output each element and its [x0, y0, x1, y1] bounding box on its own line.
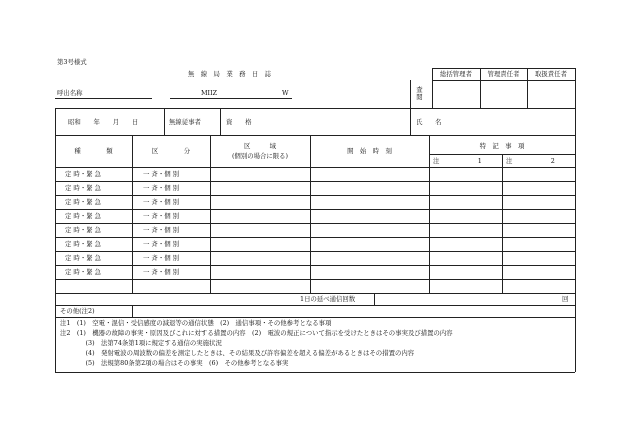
col-division: 区 分 — [151, 147, 191, 155]
footnote-3: (3) 法第74条第1項に規定する通信の実施状況 — [60, 339, 222, 347]
col-start-time: 開 始 時 刻 — [347, 147, 392, 155]
name-label: 氏 名 — [416, 118, 442, 126]
footnote-1: 注1 (1) 空電・混信・受信感度の減退等の通信状態 (2) 通信事項・その他参考となる事項 — [60, 319, 332, 327]
row-division: 一 斉・個 別 — [143, 226, 180, 234]
approver-header-1: 総括管理者 — [440, 70, 472, 78]
row-kind: 定 時・緊 急 — [65, 184, 102, 192]
call-sign-label: 呼出名称 — [57, 89, 83, 97]
other-label: その他(注2) — [60, 307, 95, 315]
footnote-4: (4) 発射電波の周波数の偏差を測定したときは、その結果及び許容偏差を超える偏差があるときはその措置の内容 — [60, 349, 415, 357]
approver-header-3: 取扱責任者 — [535, 70, 567, 78]
form-title: 無 線 局 業 務 日 誌 — [188, 70, 272, 78]
row-division: 一 斉・個 別 — [143, 170, 180, 178]
approver-header-2: 管理責任者 — [487, 70, 520, 78]
row-division: 一 斉・個 別 — [143, 184, 180, 192]
row-division: 一 斉・個 別 — [143, 240, 180, 248]
col-area-line2: (個別の場合に限る) — [231, 152, 289, 160]
col-note1: 注 1 — [433, 157, 482, 165]
date-label: 昭和 年 月 日 — [68, 118, 139, 126]
count-unit: 回 — [562, 295, 569, 303]
call-sign-value: MIIZ — [201, 89, 218, 97]
qualification-label: 資 格 — [226, 118, 252, 126]
row-kind: 定 時・緊 急 — [65, 170, 102, 178]
row-kind: 定 時・緊 急 — [65, 226, 102, 234]
row-division: 一 斉・個 別 — [143, 268, 180, 276]
total-label: 1日の延べ通信回数 — [300, 295, 356, 303]
footnote-5: (5) 法規第80条第2項の場合はその事実 (6) その他参考となる事実 — [60, 359, 289, 367]
row-kind: 定 時・緊 急 — [65, 240, 102, 248]
row-kind: 定 時・緊 急 — [65, 268, 102, 276]
operator-label: 無線従事者 — [169, 118, 201, 126]
row-division: 一 斉・個 別 — [143, 212, 180, 220]
footnote-2: 注2 (1) 機器の故障の事実・原因及びこれに対する措置の内容 (2) 電波の規正について指示を受けたときはその事実及び措置の内容 — [60, 329, 453, 337]
power-unit: W — [282, 89, 289, 97]
inspection-label: 査閲 — [415, 86, 423, 101]
col-note2: 注 2 — [506, 157, 555, 165]
row-division: 一 斉・個 別 — [143, 198, 180, 206]
row-kind: 定 時・緊 急 — [65, 198, 102, 206]
col-area-line1: 区 域 — [244, 142, 276, 150]
col-kind: 種 類 — [74, 147, 113, 155]
form-number: 第3号様式 — [57, 58, 87, 66]
row-kind: 定 時・緊 急 — [65, 254, 102, 262]
row-division: 一 斉・個 別 — [143, 254, 180, 262]
row-kind: 定 時・緊 急 — [65, 212, 102, 220]
col-notes: 特 記 事 項 — [479, 142, 525, 150]
